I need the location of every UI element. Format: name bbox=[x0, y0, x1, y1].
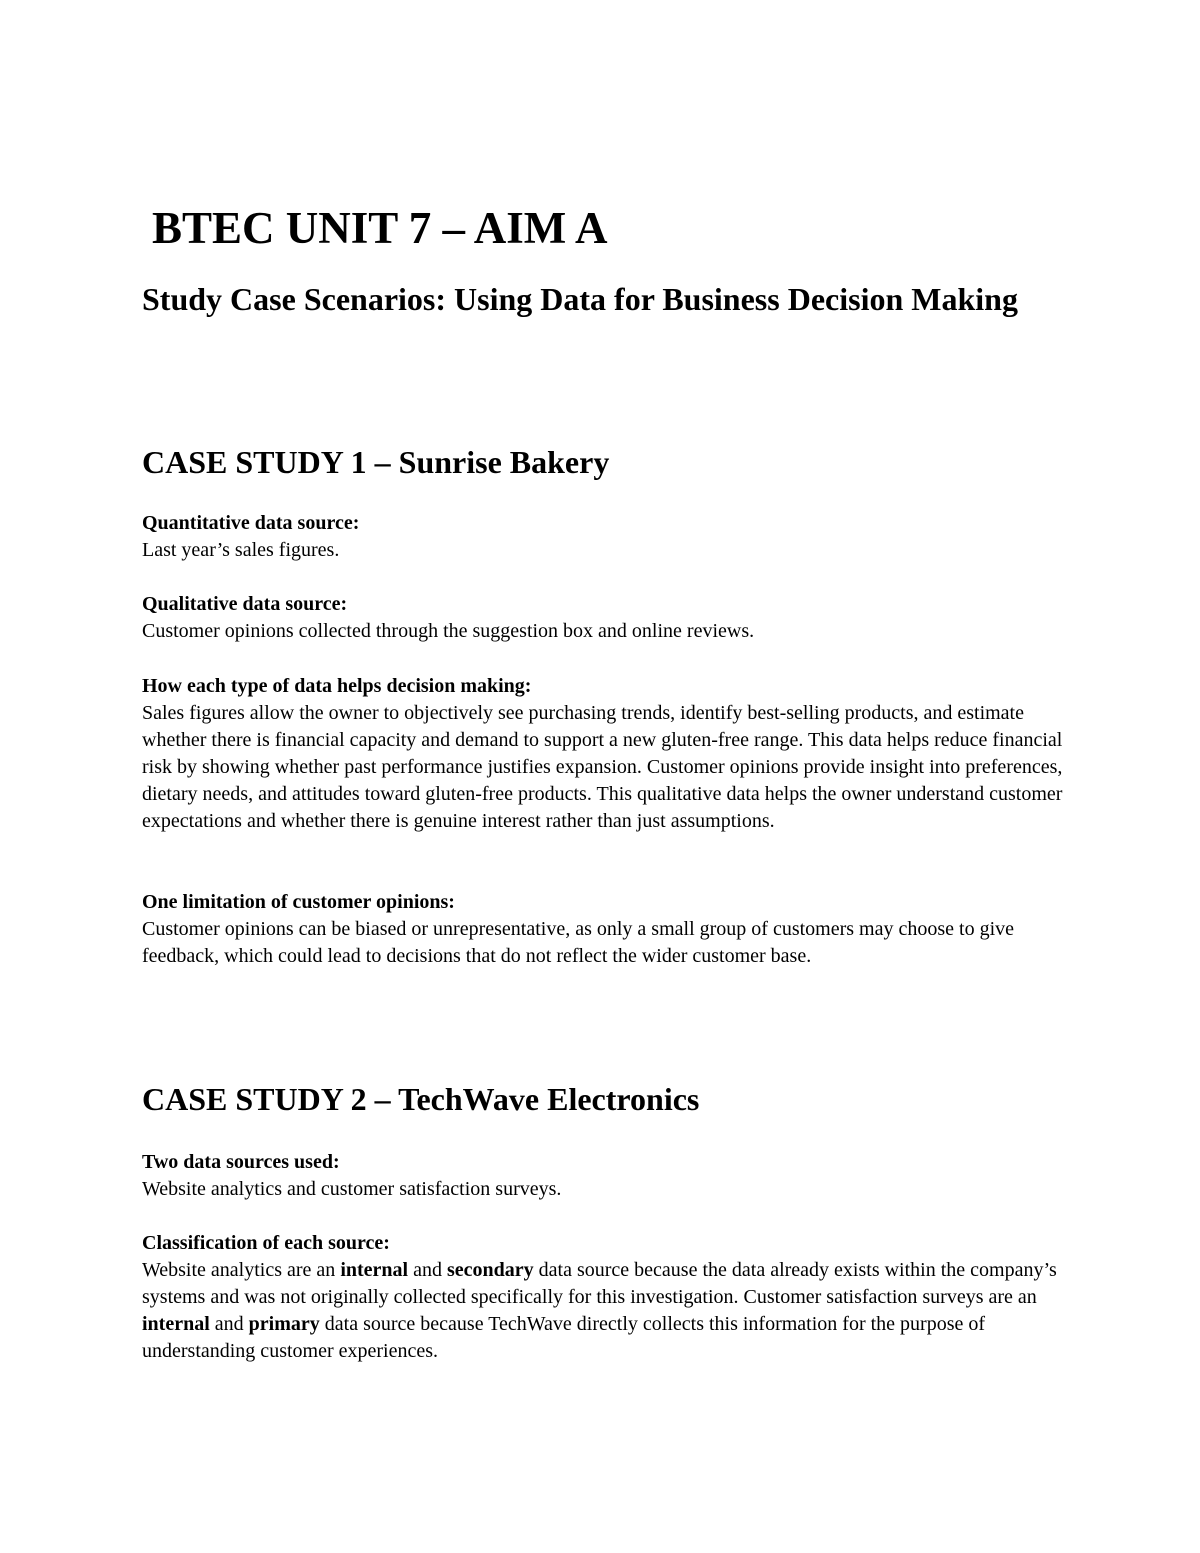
quantitative-label: Quantitative data source: bbox=[142, 512, 360, 534]
classification-bold-term: internal bbox=[142, 1313, 210, 1335]
classification-text-part: Website analytics are an bbox=[142, 1259, 341, 1281]
document-title: BTEC UNIT 7 – AIM A bbox=[152, 203, 608, 253]
qualitative-section bbox=[142, 591, 1072, 645]
classification-label: Classification of each source: bbox=[142, 1232, 390, 1254]
limitation-text: Customer opinions can be biased or unrepresentative, as only a small group of customers may choose to give feedback, which could lead to decisions that do not reflect the wider customer base. bbox=[142, 918, 1015, 967]
classification-text-part: data source because TechWave directly collects this information for the purpose of understanding customer experiences. bbox=[142, 1313, 986, 1362]
classification-text-part: data source because the data already exists within the company’s systems and was not originally collected specifically for this investigation. Customer satisfaction surveys are an bbox=[142, 1259, 1057, 1308]
limitation-section bbox=[142, 889, 1072, 970]
data-sources-text: Website analytics and customer satisfaction surveys. bbox=[142, 1178, 562, 1200]
quantitative-text: Last year’s sales figures. bbox=[142, 539, 340, 561]
classification-text bbox=[142, 1257, 1072, 1365]
qualitative-text: Customer opinions collected through the suggestion box and online reviews. bbox=[142, 620, 755, 642]
case-study-1-heading: CASE STUDY 1 – Sunrise Bakery bbox=[142, 444, 610, 480]
limitation-label: One limitation of customer opinions: bbox=[142, 891, 455, 913]
case-study-2-heading: CASE STUDY 2 – TechWave Electronics bbox=[142, 1081, 700, 1117]
data-sources-label: Two data sources used: bbox=[142, 1151, 340, 1173]
classification-text-part: and bbox=[408, 1259, 447, 1281]
qualitative-label: Qualitative data source: bbox=[142, 593, 348, 615]
data-sources-section bbox=[142, 1149, 1072, 1203]
decision-help-text: Sales figures allow the owner to objectively see purchasing trends, identify best-selling products, and estimate whether there is financial capacity and demand to support a new gluten-free range. This data helps reduce financial risk by showing whether past performance justifies expansion. Customer opinions provide insight into preferences, dietary needs, and attitudes toward gluten-free products. This qualitative data helps the owner understand customer expectations and whether there is genuine interest rather than just assumptions. bbox=[142, 702, 1063, 832]
document-subtitle: Study Case Scenarios: Using Data for Business Decision Making bbox=[142, 281, 1018, 317]
classification-section bbox=[142, 1230, 1072, 1365]
quantitative-section bbox=[142, 510, 1072, 564]
classification-bold-term: internal bbox=[340, 1259, 409, 1281]
classification-text-part: and bbox=[209, 1313, 249, 1335]
decision-help-label: How each type of data helps decision making: bbox=[142, 675, 532, 697]
classification-bold-term: primary bbox=[248, 1313, 320, 1335]
decision-help-section bbox=[142, 673, 1072, 835]
classification-bold-term: secondary bbox=[446, 1259, 534, 1281]
